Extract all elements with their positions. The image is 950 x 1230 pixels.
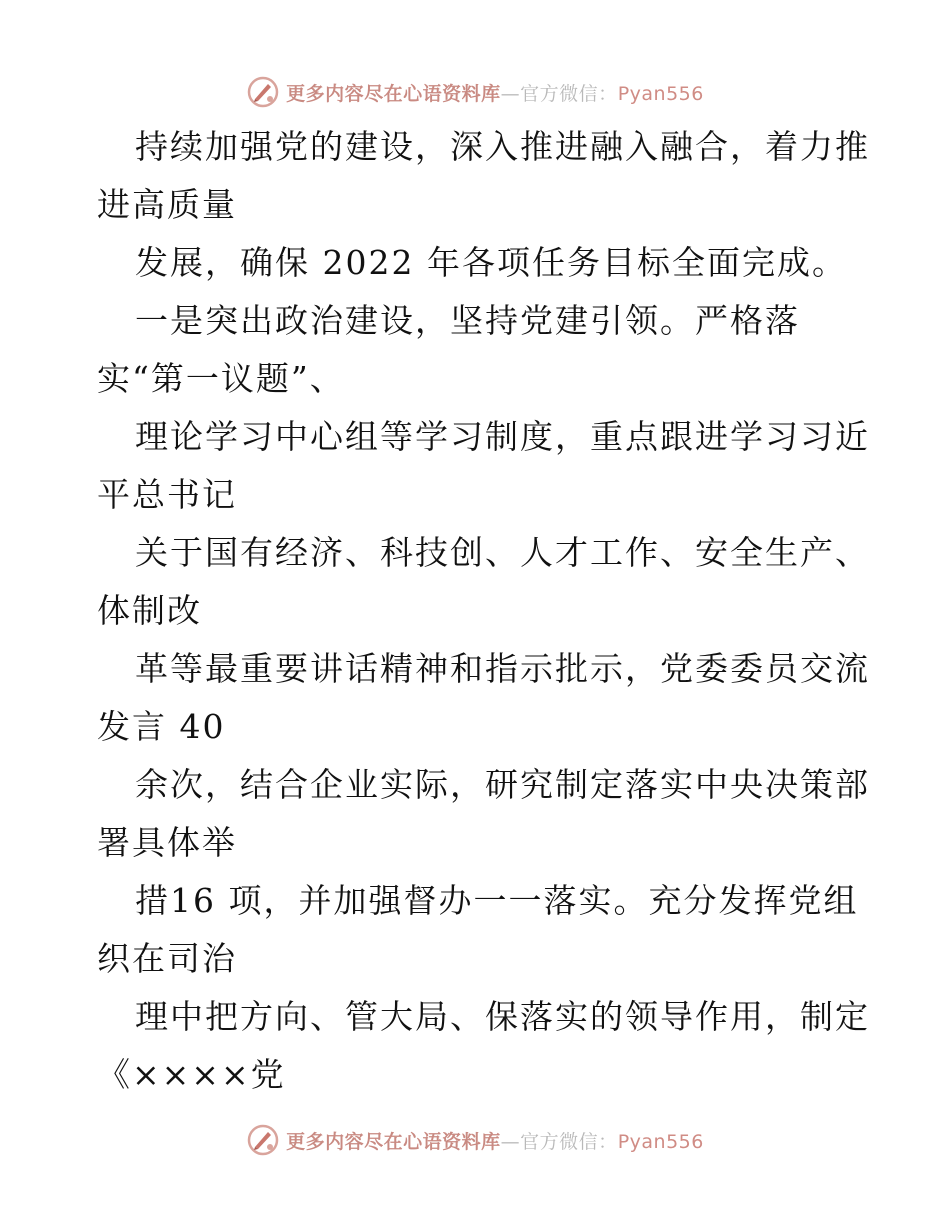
watermark-brand: 更多内容尽在心语资料库 — [286, 1130, 501, 1153]
document-body — [97, 118, 870, 1104]
text-line: 平总书记 — [97, 475, 237, 514]
text-line: 实“第一议题”、 — [97, 359, 345, 398]
header-watermark — [0, 72, 950, 112]
watermark-brand: 更多内容尽在心语资料库 — [286, 82, 501, 105]
text-line: 关于国有经济、科技创、人才工作、安全生产、 — [135, 533, 870, 572]
text-line: 余次，结合企业实际，研究制定落实中央决策部 — [135, 765, 870, 804]
text-line: 革等最重要讲话精神和指示批示，党委委员交流 — [135, 649, 870, 688]
text-line: 一是突出政治建设，坚持党建引领。严格落 — [135, 301, 800, 340]
watermark-wechat-label: 官方微信： — [520, 1130, 618, 1153]
text-line: 进高质量 — [97, 185, 237, 224]
watermark-separator: — — [500, 82, 521, 105]
text-line: 体制改 — [97, 591, 202, 630]
watermark-text — [286, 1127, 704, 1154]
text-line: 理中把方向、管大局、保落实的领导作用，制定 — [135, 997, 870, 1036]
watermark-wechat-label: 官方微信： — [520, 82, 618, 105]
text-line: 理论学习中心组等学习制度，重点跟进学习习近 — [135, 417, 870, 456]
quill-ink-logo-icon — [246, 1123, 280, 1157]
watermark-wechat-id: Pyan556 — [617, 82, 704, 105]
watermark-text — [286, 79, 704, 106]
text-line: 持续加强党的建设，深入推进融入融合，着力推 — [135, 127, 870, 166]
text-line: 织在司治 — [97, 939, 237, 978]
watermark-separator: — — [500, 1130, 521, 1153]
text-line: 措16 项，并加强督办一一落实。充分发挥党组 — [135, 881, 859, 920]
text-line: 《××××党 — [97, 1055, 286, 1094]
footer-watermark — [0, 1120, 950, 1160]
text-line: 署具体举 — [97, 823, 237, 862]
quill-ink-logo-icon — [246, 75, 280, 109]
text-line: 发言 40 — [97, 707, 226, 746]
text-line: 发展，确保 2022 年各项任务目标全面完成。 — [135, 243, 847, 282]
watermark-wechat-id: Pyan556 — [617, 1130, 704, 1153]
